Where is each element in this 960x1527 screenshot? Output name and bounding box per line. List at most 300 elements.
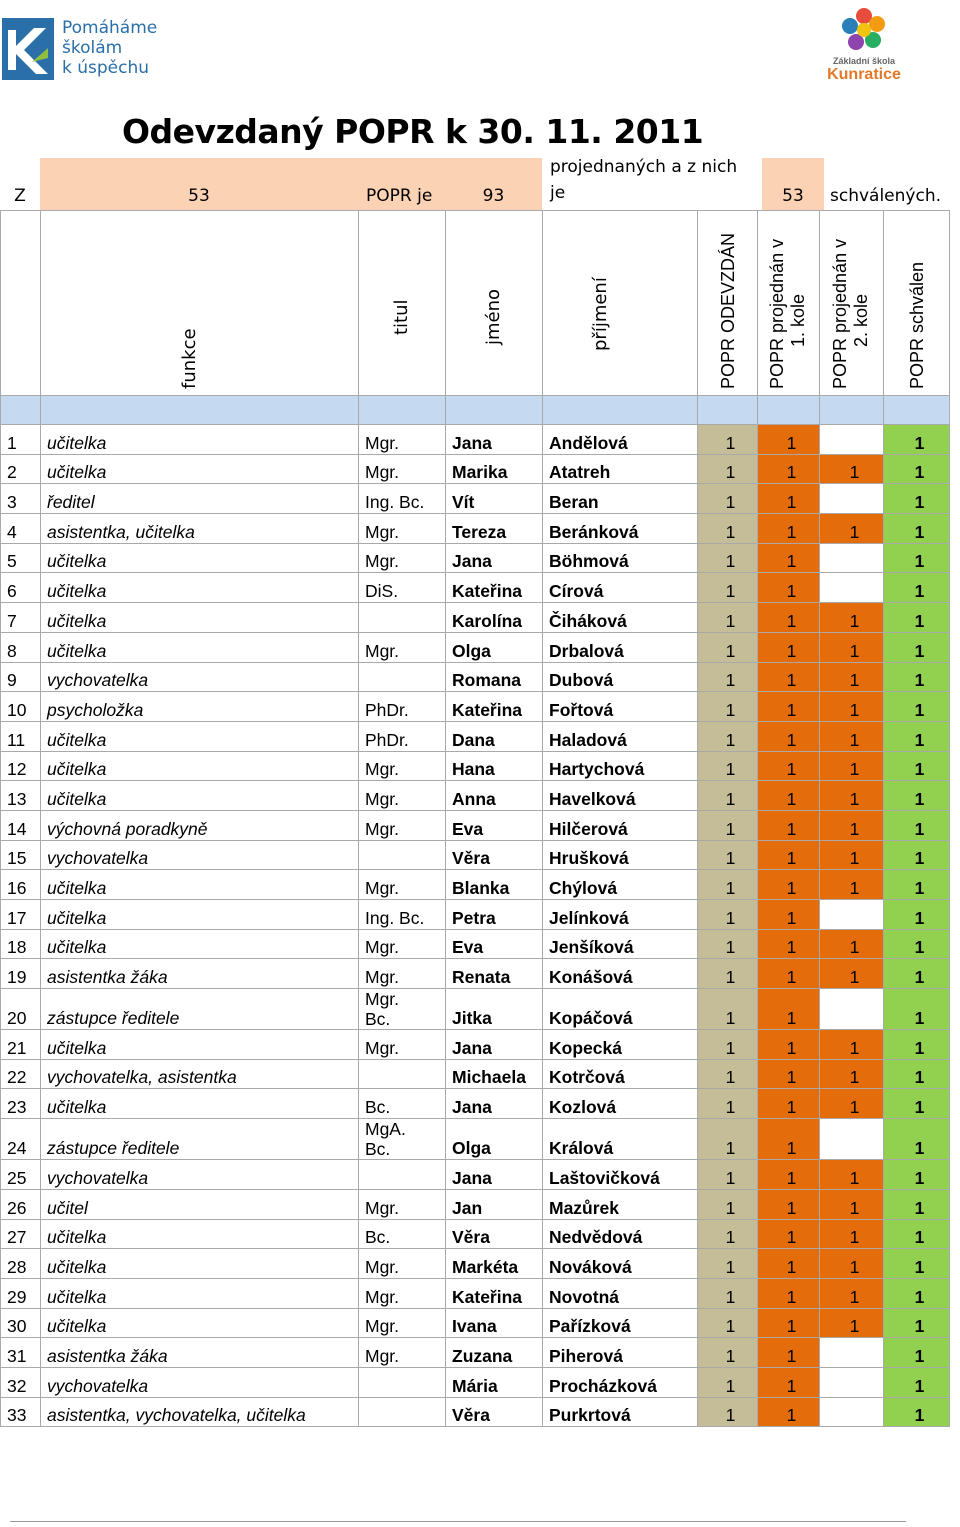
summary-z: Z bbox=[14, 186, 26, 206]
cell-funkce: učitelka bbox=[41, 454, 359, 484]
cell-titul: Mgr. bbox=[359, 781, 446, 811]
cell-odevzdan: 1 bbox=[698, 1219, 758, 1249]
cell-kolo1: 1 bbox=[758, 1089, 820, 1119]
cell-schvalen: 1 bbox=[884, 1119, 950, 1160]
spacer-cell bbox=[1, 396, 41, 425]
cell-kolo1: 1 bbox=[758, 1278, 820, 1308]
spacer-cell bbox=[41, 396, 359, 425]
cell-kolo2: 1 bbox=[820, 870, 884, 900]
row-number: 3 bbox=[1, 484, 41, 514]
cell-titul bbox=[359, 989, 446, 1030]
cell-titul: DiS. bbox=[359, 573, 446, 603]
cell-titul: Mgr. bbox=[359, 425, 446, 455]
cell-kolo2: 1 bbox=[820, 662, 884, 692]
cell-odevzdan: 1 bbox=[698, 1278, 758, 1308]
cell-schvalen: 1 bbox=[884, 1308, 950, 1338]
cell-schvalen: 1 bbox=[884, 870, 950, 900]
cell-funkce: psycholožka bbox=[41, 692, 359, 722]
cell-jmeno: Hana bbox=[446, 751, 543, 781]
table-row bbox=[1, 1160, 950, 1190]
cell-kolo1: 1 bbox=[758, 662, 820, 692]
row-number: 19 bbox=[1, 959, 41, 989]
cell-titul: Mgr. bbox=[359, 514, 446, 544]
cell-kolo2 bbox=[820, 573, 884, 603]
cell-kolo1: 1 bbox=[758, 1119, 820, 1160]
cell-odevzdan: 1 bbox=[698, 1030, 758, 1060]
cell-kolo1: 1 bbox=[758, 840, 820, 870]
cell-schvalen: 1 bbox=[884, 1030, 950, 1060]
cell-odevzdan: 1 bbox=[698, 425, 758, 455]
cell-titul: Mgr. bbox=[359, 454, 446, 484]
cell-funkce: učitelka bbox=[41, 1030, 359, 1060]
cell-jmeno: Karolína bbox=[446, 603, 543, 633]
spacer-cell bbox=[698, 396, 758, 425]
cell-kolo1: 1 bbox=[758, 721, 820, 751]
cell-titul: Mgr. bbox=[359, 870, 446, 900]
cell-jmeno: Kateřina bbox=[446, 1278, 543, 1308]
cell-kolo2: 1 bbox=[820, 632, 884, 662]
cell-titul: PhDr. bbox=[359, 692, 446, 722]
cell-prijmeni: Kopecká bbox=[543, 1030, 698, 1060]
table-row bbox=[1, 751, 950, 781]
cell-funkce: učitelka bbox=[41, 1219, 359, 1249]
cell-kolo2: 1 bbox=[820, 840, 884, 870]
cell-kolo2: 1 bbox=[820, 1219, 884, 1249]
cell-kolo2: 1 bbox=[820, 1030, 884, 1060]
cell-prijmeni: Fořtová bbox=[543, 692, 698, 722]
cell-prijmeni: Atatreh bbox=[543, 454, 698, 484]
cell-schvalen: 1 bbox=[884, 603, 950, 633]
cell-titul: Mgr. bbox=[359, 1030, 446, 1060]
cell-jmeno: Vít bbox=[446, 484, 543, 514]
table-row bbox=[1, 781, 950, 811]
cell-kolo2 bbox=[820, 989, 884, 1030]
cell-kolo2: 1 bbox=[820, 1089, 884, 1119]
row-number: 11 bbox=[1, 721, 41, 751]
table-row bbox=[1, 1278, 950, 1308]
flower-logo-icon bbox=[840, 6, 888, 54]
cell-titul: Mgr. bbox=[359, 1278, 446, 1308]
row-number: 20 bbox=[1, 989, 41, 1030]
row-number: 24 bbox=[1, 1119, 41, 1160]
titul-line: MgA. Bc. bbox=[365, 1119, 406, 1160]
cell-schvalen: 1 bbox=[884, 840, 950, 870]
cell-schvalen: 1 bbox=[884, 989, 950, 1030]
summary-popr-je: POPR je bbox=[358, 158, 445, 210]
header-kolo1 bbox=[758, 211, 820, 396]
cell-kolo2 bbox=[820, 425, 884, 455]
cell-funkce: učitelka bbox=[41, 1089, 359, 1119]
cell-jmeno: Marika bbox=[446, 454, 543, 484]
cell-jmeno: Jana bbox=[446, 1160, 543, 1190]
cell-titul bbox=[359, 1059, 446, 1089]
cell-odevzdan: 1 bbox=[698, 1249, 758, 1279]
cell-kolo2: 1 bbox=[820, 514, 884, 544]
row-number: 31 bbox=[1, 1338, 41, 1368]
cell-schvalen: 1 bbox=[884, 1249, 950, 1279]
cell-kolo1: 1 bbox=[758, 1249, 820, 1279]
cell-schvalen: 1 bbox=[884, 662, 950, 692]
cell-prijmeni: Beránková bbox=[543, 514, 698, 544]
popr-table bbox=[0, 210, 950, 1427]
header-funkce-label: funkce bbox=[178, 328, 200, 389]
cell-kolo2 bbox=[820, 543, 884, 573]
cell-funkce: vychovatelka, asistentka bbox=[41, 1059, 359, 1089]
cell-kolo1: 1 bbox=[758, 1308, 820, 1338]
table-row bbox=[1, 721, 950, 751]
cell-funkce: vychovatelka bbox=[41, 840, 359, 870]
row-number: 13 bbox=[1, 781, 41, 811]
table-row bbox=[1, 1397, 950, 1427]
cell-funkce: učitelka bbox=[41, 870, 359, 900]
cell-kolo1: 1 bbox=[758, 1030, 820, 1060]
cell-titul: Mgr. bbox=[359, 1338, 446, 1368]
cell-kolo1: 1 bbox=[758, 900, 820, 930]
cell-funkce: asistentka žáka bbox=[41, 959, 359, 989]
cell-odevzdan: 1 bbox=[698, 900, 758, 930]
cell-funkce: učitelka bbox=[41, 1308, 359, 1338]
table-row bbox=[1, 929, 950, 959]
cell-prijmeni: Hartychová bbox=[543, 751, 698, 781]
cell-kolo1: 1 bbox=[758, 1367, 820, 1397]
header-kolo1-line: POPR projednán v bbox=[766, 238, 787, 389]
spacer-cell bbox=[543, 396, 698, 425]
header-prijmeni bbox=[543, 211, 698, 396]
cell-odevzdan: 1 bbox=[698, 721, 758, 751]
cell-schvalen: 1 bbox=[884, 810, 950, 840]
logo-zs-kunratice bbox=[818, 6, 910, 86]
cell-titul: Ing. Bc. bbox=[359, 900, 446, 930]
page-title: Odevzdaný POPR k 30. 11. 2011 bbox=[122, 112, 704, 151]
cell-schvalen: 1 bbox=[884, 484, 950, 514]
cell-odevzdan: 1 bbox=[698, 454, 758, 484]
cell-funkce: učitelka bbox=[41, 603, 359, 633]
cell-kolo1: 1 bbox=[758, 959, 820, 989]
cell-prijmeni: Jenšíková bbox=[543, 929, 698, 959]
row-number: 16 bbox=[1, 870, 41, 900]
cell-schvalen: 1 bbox=[884, 1059, 950, 1089]
row-number: 8 bbox=[1, 632, 41, 662]
cell-kolo2: 1 bbox=[820, 1059, 884, 1089]
row-number: 17 bbox=[1, 900, 41, 930]
cell-kolo1: 1 bbox=[758, 454, 820, 484]
cell-prijmeni: Novotná bbox=[543, 1278, 698, 1308]
cell-jmeno: Jana bbox=[446, 425, 543, 455]
cell-prijmeni: Haladová bbox=[543, 721, 698, 751]
spacer-cell bbox=[820, 396, 884, 425]
summary-approved: 53 bbox=[762, 158, 824, 210]
table-row bbox=[1, 1030, 950, 1060]
cell-odevzdan: 1 bbox=[698, 1119, 758, 1160]
cell-prijmeni: Kotrčová bbox=[543, 1059, 698, 1089]
cell-kolo2: 1 bbox=[820, 929, 884, 959]
cell-titul: Mgr. bbox=[359, 959, 446, 989]
cell-kolo2: 1 bbox=[820, 751, 884, 781]
cell-kolo2: 1 bbox=[820, 692, 884, 722]
cell-jmeno: Anna bbox=[446, 781, 543, 811]
row-number: 2 bbox=[1, 454, 41, 484]
spacer-cell bbox=[758, 396, 820, 425]
cell-funkce: učitelka bbox=[41, 1278, 359, 1308]
cell-odevzdan: 1 bbox=[698, 632, 758, 662]
cell-odevzdan: 1 bbox=[698, 692, 758, 722]
cell-prijmeni: Purkrtová bbox=[543, 1397, 698, 1427]
cell-funkce: učitelka bbox=[41, 721, 359, 751]
cell-kolo2: 1 bbox=[820, 781, 884, 811]
cell-odevzdan: 1 bbox=[698, 662, 758, 692]
header-prijmeni-label: příjmení bbox=[590, 277, 612, 351]
cell-titul: Mgr. bbox=[359, 751, 446, 781]
cell-odevzdan: 1 bbox=[698, 1059, 758, 1089]
cell-schvalen: 1 bbox=[884, 900, 950, 930]
header-row bbox=[1, 211, 950, 396]
cell-jmeno: Petra bbox=[446, 900, 543, 930]
cell-jmeno: Kateřina bbox=[446, 692, 543, 722]
cell-odevzdan: 1 bbox=[698, 929, 758, 959]
logo-left-line: školám bbox=[62, 38, 123, 58]
header-odevzdan-label: POPR ODEVZDÁN bbox=[717, 232, 738, 389]
cell-kolo2: 1 bbox=[820, 959, 884, 989]
cell-odevzdan: 1 bbox=[698, 1367, 758, 1397]
cell-kolo1: 1 bbox=[758, 929, 820, 959]
cell-odevzdan: 1 bbox=[698, 1189, 758, 1219]
cell-schvalen: 1 bbox=[884, 425, 950, 455]
cell-schvalen: 1 bbox=[884, 751, 950, 781]
cell-schvalen: 1 bbox=[884, 1278, 950, 1308]
table-row bbox=[1, 1367, 950, 1397]
cell-prijmeni: Kopáčová bbox=[543, 989, 698, 1030]
cell-kolo2: 1 bbox=[820, 1160, 884, 1190]
table-row bbox=[1, 1089, 950, 1119]
row-number: 29 bbox=[1, 1278, 41, 1308]
cell-jmeno: Olga bbox=[446, 632, 543, 662]
cell-schvalen: 1 bbox=[884, 1219, 950, 1249]
table-row bbox=[1, 989, 950, 1030]
cell-kolo2 bbox=[820, 900, 884, 930]
cell-jmeno: Eva bbox=[446, 929, 543, 959]
cell-jmeno: Věra bbox=[446, 1397, 543, 1427]
cell-odevzdan: 1 bbox=[698, 484, 758, 514]
row-number: 10 bbox=[1, 692, 41, 722]
cell-titul bbox=[359, 1397, 446, 1427]
cell-schvalen: 1 bbox=[884, 632, 950, 662]
logo-left-line: Pomáháme bbox=[62, 18, 158, 38]
cell-funkce: výchovná poradkyně bbox=[41, 810, 359, 840]
cell-prijmeni: Andělová bbox=[543, 425, 698, 455]
cell-funkce: učitelka bbox=[41, 632, 359, 662]
cell-titul bbox=[359, 840, 446, 870]
cell-kolo1: 1 bbox=[758, 484, 820, 514]
cell-odevzdan: 1 bbox=[698, 1338, 758, 1368]
cell-titul bbox=[359, 662, 446, 692]
spacer-cell bbox=[446, 396, 543, 425]
cell-funkce: učitelka bbox=[41, 900, 359, 930]
table-row bbox=[1, 454, 950, 484]
header-kolo2-line: 2. kole bbox=[850, 293, 871, 347]
logo-left-text bbox=[62, 18, 157, 78]
row-number: 26 bbox=[1, 1189, 41, 1219]
table-row bbox=[1, 1059, 950, 1089]
table-row bbox=[1, 573, 950, 603]
cell-kolo1: 1 bbox=[758, 573, 820, 603]
cell-prijmeni: Čiháková bbox=[543, 603, 698, 633]
cell-funkce: učitelka bbox=[41, 781, 359, 811]
row-number: 5 bbox=[1, 543, 41, 573]
cell-kolo1: 1 bbox=[758, 1059, 820, 1089]
cell-schvalen: 1 bbox=[884, 929, 950, 959]
header-spacer-row bbox=[1, 396, 950, 425]
cell-titul bbox=[359, 603, 446, 633]
cell-jmeno: Dana bbox=[446, 721, 543, 751]
cell-schvalen: 1 bbox=[884, 454, 950, 484]
table-row bbox=[1, 425, 950, 455]
row-number: 7 bbox=[1, 603, 41, 633]
table-row bbox=[1, 662, 950, 692]
cell-jmeno: Věra bbox=[446, 1219, 543, 1249]
cell-schvalen: 1 bbox=[884, 573, 950, 603]
cell-titul: Mgr. bbox=[359, 929, 446, 959]
row-number: 18 bbox=[1, 929, 41, 959]
cell-kolo1: 1 bbox=[758, 425, 820, 455]
logo-pomahame-skolam bbox=[2, 14, 172, 84]
header-schvalen-label: POPR schválen bbox=[906, 261, 927, 389]
cell-prijmeni: Nováková bbox=[543, 1249, 698, 1279]
cell-prijmeni: Havelková bbox=[543, 781, 698, 811]
header-jmeno bbox=[446, 211, 543, 396]
cell-jmeno: Jana bbox=[446, 543, 543, 573]
cell-odevzdan: 1 bbox=[698, 1308, 758, 1338]
table-row bbox=[1, 543, 950, 573]
table-row bbox=[1, 1119, 950, 1160]
header-jmeno-label: jméno bbox=[483, 288, 504, 345]
cell-kolo1: 1 bbox=[758, 810, 820, 840]
spacer-cell bbox=[884, 396, 950, 425]
cell-prijmeni: Drbalová bbox=[543, 632, 698, 662]
cell-titul: Mgr. bbox=[359, 810, 446, 840]
table-row bbox=[1, 632, 950, 662]
logo-right-name: Kunratice bbox=[827, 66, 901, 83]
cell-funkce: učitelka bbox=[41, 929, 359, 959]
cell-titul: PhDr. bbox=[359, 721, 446, 751]
table-row bbox=[1, 1249, 950, 1279]
cell-jmeno: Tereza bbox=[446, 514, 543, 544]
table-row bbox=[1, 810, 950, 840]
cell-funkce: zástupce ředitele bbox=[41, 989, 359, 1030]
table-row bbox=[1, 692, 950, 722]
cell-kolo2 bbox=[820, 1367, 884, 1397]
logo-mark-icon bbox=[2, 18, 54, 80]
cell-kolo1: 1 bbox=[758, 1397, 820, 1427]
header-odevzdan bbox=[698, 211, 758, 396]
cell-kolo1: 1 bbox=[758, 1160, 820, 1190]
cell-prijmeni: Laštovičková bbox=[543, 1160, 698, 1190]
header-kolo2 bbox=[820, 211, 884, 396]
cell-kolo1: 1 bbox=[758, 632, 820, 662]
cell-schvalen: 1 bbox=[884, 543, 950, 573]
table-row bbox=[1, 484, 950, 514]
cell-kolo1: 1 bbox=[758, 603, 820, 633]
cell-jmeno: Zuzana bbox=[446, 1338, 543, 1368]
cell-prijmeni: Hrušková bbox=[543, 840, 698, 870]
cell-kolo2: 1 bbox=[820, 810, 884, 840]
cell-kolo2 bbox=[820, 484, 884, 514]
cell-jmeno: Jan bbox=[446, 1189, 543, 1219]
cell-titul: Bc. bbox=[359, 1089, 446, 1119]
logo-right-sub: Základní škola bbox=[832, 56, 896, 66]
cell-funkce: vychovatelka bbox=[41, 1160, 359, 1190]
cell-prijmeni: Pařízková bbox=[543, 1308, 698, 1338]
header-kolo2-line: POPR projednán v bbox=[829, 238, 850, 389]
cell-kolo2: 1 bbox=[820, 721, 884, 751]
cell-jmeno: Kateřina bbox=[446, 573, 543, 603]
cell-prijmeni: Beran bbox=[543, 484, 698, 514]
cell-kolo1: 1 bbox=[758, 870, 820, 900]
cell-funkce: učitelka bbox=[41, 543, 359, 573]
cell-funkce: vychovatelka bbox=[41, 1367, 359, 1397]
cell-prijmeni: Kozlová bbox=[543, 1089, 698, 1119]
cell-jmeno: Ivana bbox=[446, 1308, 543, 1338]
row-number: 33 bbox=[1, 1397, 41, 1427]
cell-funkce: učitelka bbox=[41, 425, 359, 455]
cell-odevzdan: 1 bbox=[698, 1397, 758, 1427]
cell-kolo2: 1 bbox=[820, 1249, 884, 1279]
cell-jmeno: Jana bbox=[446, 1089, 543, 1119]
cell-kolo2: 1 bbox=[820, 454, 884, 484]
cell-kolo1: 1 bbox=[758, 989, 820, 1030]
spacer-cell bbox=[359, 396, 446, 425]
row-number: 21 bbox=[1, 1030, 41, 1060]
cell-titul bbox=[359, 1119, 446, 1160]
titul-line: Mgr. Bc. bbox=[365, 989, 400, 1030]
cell-kolo2: 1 bbox=[820, 1278, 884, 1308]
table-row bbox=[1, 514, 950, 544]
cell-odevzdan: 1 bbox=[698, 989, 758, 1030]
cell-schvalen: 1 bbox=[884, 1089, 950, 1119]
cell-kolo1: 1 bbox=[758, 781, 820, 811]
header-titul bbox=[359, 211, 446, 396]
summary-row bbox=[0, 158, 960, 210]
cell-schvalen: 1 bbox=[884, 721, 950, 751]
cell-kolo2 bbox=[820, 1338, 884, 1368]
cell-schvalen: 1 bbox=[884, 1189, 950, 1219]
cell-odevzdan: 1 bbox=[698, 1089, 758, 1119]
row-number: 32 bbox=[1, 1367, 41, 1397]
cell-funkce: učitelka bbox=[41, 751, 359, 781]
summary-total: 53 bbox=[40, 158, 358, 210]
cell-schvalen: 1 bbox=[884, 1338, 950, 1368]
cell-kolo1: 1 bbox=[758, 1189, 820, 1219]
table-row bbox=[1, 603, 950, 633]
cell-schvalen: 1 bbox=[884, 959, 950, 989]
header-num bbox=[1, 211, 41, 396]
cell-prijmeni: Böhmová bbox=[543, 543, 698, 573]
cell-prijmeni: Dubová bbox=[543, 662, 698, 692]
cell-jmeno: Olga bbox=[446, 1119, 543, 1160]
cell-jmeno: Jana bbox=[446, 1030, 543, 1060]
cell-titul bbox=[359, 1367, 446, 1397]
cell-schvalen: 1 bbox=[884, 1397, 950, 1427]
cell-titul bbox=[359, 1160, 446, 1190]
cell-kolo1: 1 bbox=[758, 751, 820, 781]
cell-funkce: ředitel bbox=[41, 484, 359, 514]
cell-jmeno: Jitka bbox=[446, 989, 543, 1030]
cell-jmeno: Romana bbox=[446, 662, 543, 692]
row-number: 23 bbox=[1, 1089, 41, 1119]
cell-prijmeni: Nedvědová bbox=[543, 1219, 698, 1249]
cell-odevzdan: 1 bbox=[698, 1160, 758, 1190]
table-row bbox=[1, 900, 950, 930]
cell-prijmeni: Hilčerová bbox=[543, 810, 698, 840]
